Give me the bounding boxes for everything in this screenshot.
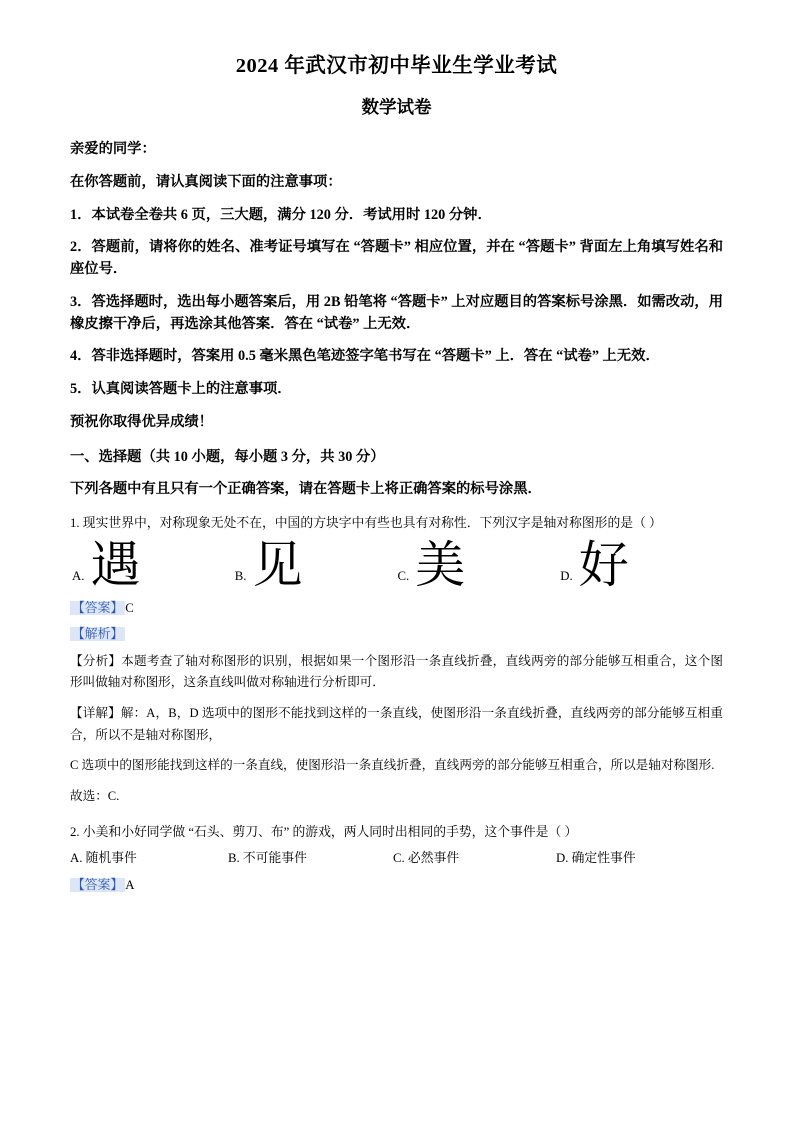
intro-line-4: 2．答题前，请将你的姓名、准考证号填写在 “答题卡” 相应位置，并在 “答题卡” 背面左上角填写姓名和座位号． [70, 239, 723, 278]
choice-c-label: C. [397, 568, 410, 583]
section-heading: 一、选择题（共 10 小题，每小题 3 分，共 30 分） [70, 449, 385, 466]
question-1-answer [70, 598, 723, 618]
intro-line-1: 亲爱的同学： [70, 141, 156, 158]
question-1-choices [70, 535, 723, 594]
answer-value: C [125, 600, 134, 615]
question-1-analysis-paragraph [70, 651, 723, 694]
question-2-choice-a[interactable]: A. 随机事件 [70, 851, 137, 866]
question-2-choice-c[interactable]: C. 必然事件 [393, 851, 460, 866]
question-1-conclusion [70, 786, 723, 808]
question-1-stem: 1. 现实世界中，对称现象无处不在，中国的方块字中有些也具有对称性．下列汉字是轴对称图形的是（ ） [70, 516, 662, 531]
question-2-choice-d[interactable]: D. 确定性事件 [556, 851, 636, 866]
intro-line-8: 预祝你取得优异成绩！ [70, 413, 213, 430]
intro-line-2: 在你答题前，请认真阅读下面的注意事项： [70, 173, 342, 190]
question-2-stem: 2. 小美和小好同学做 “石头、剪刀、布” 的游戏，两人同时出相同的手势，这个事件是（ ） [70, 824, 578, 839]
analysis-paragraph-tag: 【分析】 [70, 653, 122, 668]
question-1-choice-a[interactable] [72, 535, 235, 594]
answer-tag: 【答案】 [72, 600, 124, 615]
analysis-paragraph-text: 本题考查了轴对称图形的识别，根据如果一个图形沿一条直线折叠，直线两旁的部分能够互相重合，这个图形叫做轴对称图形，这条直线叫做对称轴进行分析即可． [70, 653, 724, 690]
choice-d-label: D. [560, 568, 573, 583]
choice-c-character: 美 [415, 535, 466, 594]
detail-paragraph-text: 解：A，B，D 选项中的图形不能找到这样的一条直线，使图形沿一条直线折叠，直线两旁的部分能够互相重合，所以不是轴对称图形， [70, 705, 723, 742]
conclusion-text: 故选：C. [70, 788, 120, 803]
answer-value: A [125, 877, 135, 892]
intro-line-3: 1．本试卷全卷共 6 页，三大题，满分 120 分．考试用时 120 分钟． [70, 206, 492, 223]
choice-a-character: 遇 [90, 535, 141, 594]
detail-paragraph-tag: 【详解】 [70, 705, 121, 720]
question-2-choices [70, 848, 723, 868]
question-1-choice-c[interactable] [397, 535, 561, 594]
intro-line-5: 3．答选择题时，选出每小题答案后，用 2B 铅笔将 “答题卡” 上对应题目的答案标号涂黑．如需改动，用橡皮擦干净后，再选涂其他答案．答在 “试卷” 上无效． [70, 293, 723, 332]
question-1-analysis-label [70, 624, 723, 644]
analysis-tag: 【解析】 [72, 627, 124, 642]
choice-a-label: A. [72, 568, 85, 583]
question-1-detail-paragraph [70, 703, 723, 746]
page-title: 2024 年武汉市初中毕业生学业考试 [235, 55, 558, 77]
intro-line-6: 4．答非选择题时，答案用 0.5 毫米黑色笔迹签字笔书写在 “答题卡” 上．答在 “试卷” 上无效． [70, 348, 660, 365]
detail-paragraph-2-text: C 选项中的图形能找到这样的一条直线，使图形沿一条直线折叠，直线两旁的部分能够互相重合，所以是轴对称图形. [70, 758, 715, 773]
question-2-choice-b[interactable]: B. 不可能事件 [228, 851, 307, 866]
page-subtitle: 数学试卷 [361, 96, 432, 117]
section-instruction: 下列各题中有且只有一个正确答案，请在答题卡上将正确答案的标号涂黑． [70, 480, 542, 497]
intro-line-7: 5．认真阅读答题卡上的注意事项． [70, 380, 292, 397]
question-1-detail-paragraph-2 [70, 755, 723, 777]
choice-b-label: B. [234, 568, 247, 583]
choice-d-character: 好 [578, 535, 629, 594]
question-1-choice-b[interactable] [234, 535, 398, 594]
answer-tag: 【答案】 [72, 877, 124, 892]
choice-b-character: 见 [252, 535, 303, 594]
question-2-answer [70, 875, 723, 895]
question-1-choice-d[interactable] [560, 535, 723, 594]
